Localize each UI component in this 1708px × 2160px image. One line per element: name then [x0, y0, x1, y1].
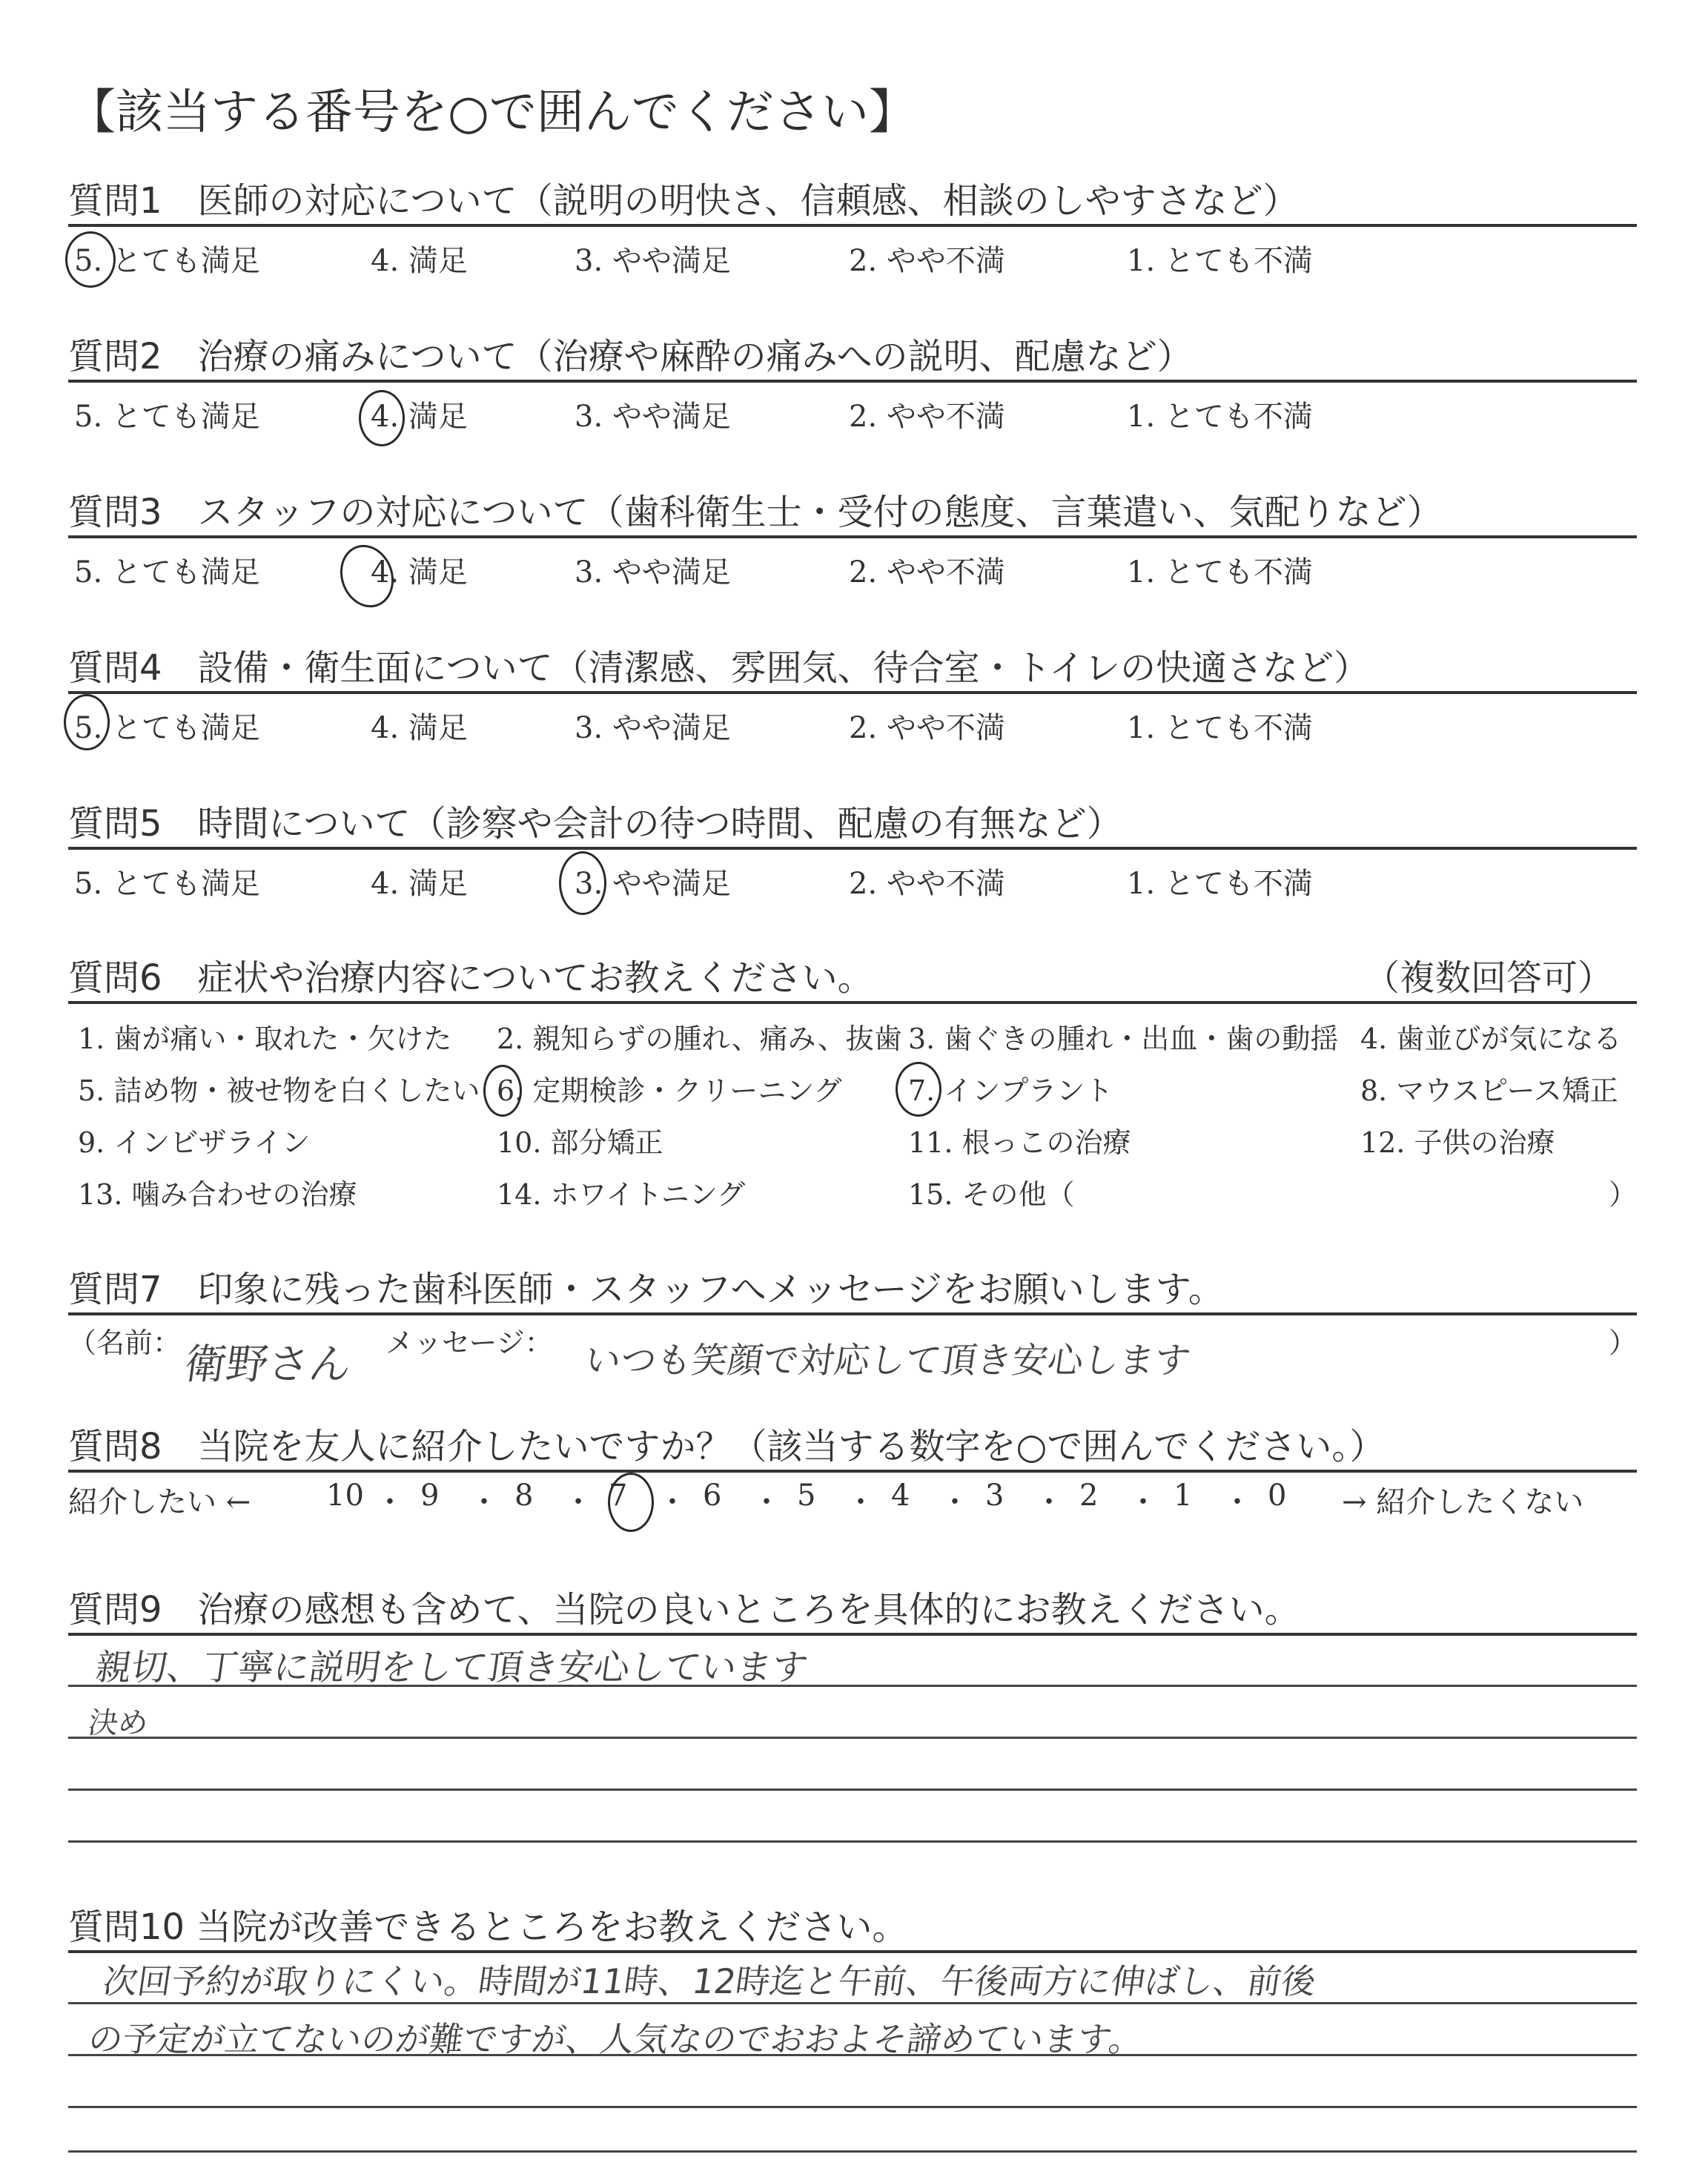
q5-title: 質問5 時間について（診察や会計の待つ時間、配慮の有無など）	[68, 803, 1122, 845]
q6-item-6[interactable]: 6. 定期検診・クリーニング	[497, 1074, 842, 1107]
q8-scale-6[interactable]: 6	[703, 1479, 722, 1513]
q1-selection-circle	[65, 231, 116, 288]
q6-title: 質問6 症状や治療内容についてお教えください。	[68, 957, 873, 999]
q1-option-5[interactable]: 5. とても満足	[74, 244, 260, 278]
q8-scale-separator: ・	[752, 1485, 781, 1519]
q6-selection-circle-6	[483, 1065, 522, 1117]
q6-item-12[interactable]: 12. 子供の治療	[1360, 1126, 1555, 1159]
q5-selection-circle	[559, 851, 606, 915]
q5-option-5[interactable]: 5. とても満足	[74, 867, 260, 901]
q7-handwritten-message[interactable]: いつも笑顔で対応して頂き安心します	[582, 1340, 1194, 1381]
q7-rule	[68, 1312, 1637, 1315]
q7-title: 質問7 印象に残った歯科医師・スタッフへメッセージをお願いします。	[68, 1269, 1224, 1310]
q6-item-4[interactable]: 4. 歯並びが気になる	[1360, 1023, 1622, 1055]
q10-handwritten-line-2[interactable]: の予定が立てないのが難ですが、人気なのでおおよそ諦めています。	[85, 2019, 1146, 2059]
q1-option-2[interactable]: 2. やや不満	[849, 244, 1005, 278]
q8-scale-8[interactable]: 8	[514, 1479, 534, 1513]
q2-option-2[interactable]: 2. やや不満	[849, 400, 1005, 434]
q8-scale-separator: ・	[940, 1485, 970, 1519]
q5-option-3[interactable]: 3. やや満足	[575, 867, 731, 901]
q8-scale-2[interactable]: 2	[1079, 1479, 1099, 1513]
q8-scale-7[interactable]: 7	[609, 1479, 628, 1513]
q8-scale-separator: ・	[846, 1485, 875, 1519]
q8-scale-separator: ・	[563, 1485, 593, 1519]
q5-option-4[interactable]: 4. 満足	[371, 867, 468, 901]
q8-scale-separator: ・	[1222, 1485, 1252, 1519]
q8-scale-separator: ・	[375, 1485, 405, 1519]
q8-scale-4[interactable]: 4	[891, 1479, 910, 1513]
q6-item-13[interactable]: 13. 噛み合わせの治療	[78, 1178, 357, 1211]
q8-selection-circle	[608, 1473, 654, 1532]
q1-option-3[interactable]: 3. やや満足	[575, 244, 731, 278]
q6-item-7[interactable]: 7. インプラント	[908, 1074, 1113, 1107]
q4-rule	[68, 691, 1637, 694]
q4-option-1[interactable]: 1. とても不満	[1127, 711, 1313, 745]
q1-rule	[68, 224, 1637, 227]
form-title: 【該当する番号を○で囲んでください】	[68, 85, 916, 140]
q6-item-14[interactable]: 14. ホワイトニング	[497, 1178, 746, 1211]
q10-line-4	[68, 2150, 1637, 2153]
q6-item-15-close: ）	[1609, 1178, 1638, 1211]
q6-item-11[interactable]: 11. 根っこの治療	[908, 1126, 1131, 1159]
q6-item-3[interactable]: 3. 歯ぐきの腫れ・出血・歯の動揺	[908, 1023, 1339, 1055]
q6-selection-circle-7	[896, 1062, 941, 1117]
q2-option-3[interactable]: 3. やや満足	[575, 400, 731, 434]
q7-handwritten-name[interactable]: 衛野さん	[181, 1341, 354, 1389]
q10-line-3	[68, 2106, 1637, 2108]
q9-line-4	[68, 1840, 1637, 1843]
q6-item-15[interactable]: 15. その他（	[908, 1178, 1075, 1211]
q8-title: 質問8 当院を友人に紹介したいですか？（該当する数字を○で囲んでください。）	[68, 1426, 1386, 1467]
q6-note: （複数回答可）	[1364, 957, 1614, 999]
q5-option-2[interactable]: 2. やや不満	[849, 867, 1005, 901]
q8-scale-separator: ・	[1034, 1485, 1064, 1519]
q5-option-1[interactable]: 1. とても不満	[1127, 867, 1313, 901]
q6-rule	[68, 1001, 1637, 1004]
q5-rule	[68, 847, 1637, 850]
q8-scale-10[interactable]: 10	[326, 1479, 364, 1513]
q6-item-10[interactable]: 10. 部分矯正	[497, 1126, 663, 1159]
q4-title: 質問4 設備・衛生面について（清潔感、雰囲気、待合室・トイレの快適さなど）	[68, 647, 1370, 689]
q2-title: 質問2 治療の痛みについて（治療や麻酔の痛みへの説明、配慮など）	[68, 336, 1193, 377]
q3-title: 質問3 スタッフの対応について（歯科衛生士・受付の態度、言葉遣い、気配りなど）	[68, 492, 1443, 533]
q8-scale-separator: ・	[658, 1485, 687, 1519]
q8-scale-3[interactable]: 3	[985, 1479, 1004, 1513]
q9-line-3	[68, 1789, 1637, 1791]
q6-item-9[interactable]: 9. インビザライン	[78, 1126, 311, 1159]
q9-handwritten-line-2[interactable]: 決め	[86, 1706, 150, 1740]
q3-option-4[interactable]: 4. 満足	[371, 555, 468, 589]
q8-scale-1[interactable]: 1	[1174, 1479, 1193, 1513]
q9-handwritten-line-1[interactable]: 親切、丁寧に説明をして頂き安心しています	[93, 1647, 811, 1688]
q10-title: 質問10 当院が改善できるところをお教えください。	[68, 1906, 908, 1948]
q4-option-5[interactable]: 5. とても満足	[74, 711, 260, 745]
q6-item-5[interactable]: 5. 詰め物・被せ物を白くしたい	[78, 1074, 480, 1107]
q3-option-2[interactable]: 2. やや不満	[849, 555, 1005, 589]
q8-scale-separator: ・	[469, 1485, 499, 1519]
q7-name-label: （名前：	[68, 1327, 182, 1359]
q6-item-8[interactable]: 8. マウスピース矯正	[1360, 1074, 1618, 1107]
q2-option-4[interactable]: 4. 満足	[371, 400, 468, 434]
q8-left-label: 紹介したい ←	[68, 1485, 251, 1519]
q6-item-2[interactable]: 2. 親知らずの腫れ、痛み、抜歯	[497, 1023, 902, 1055]
q8-right-label: → 紹介したくない	[1342, 1485, 1584, 1519]
q8-scale-9[interactable]: 9	[420, 1479, 440, 1513]
q1-option-4[interactable]: 4. 満足	[371, 244, 468, 278]
q3-option-5[interactable]: 5. とても満足	[74, 555, 260, 589]
q8-scale-5[interactable]: 5	[797, 1479, 816, 1513]
q9-rule	[68, 1633, 1637, 1636]
q7-message-label: メッセージ：	[385, 1327, 553, 1359]
q2-selection-circle	[359, 390, 405, 446]
q4-option-3[interactable]: 3. やや満足	[575, 711, 731, 745]
q2-option-5[interactable]: 5. とても満足	[74, 400, 260, 434]
q7-close-paren: ）	[1609, 1327, 1638, 1359]
q10-rule	[68, 1950, 1637, 1953]
q2-option-1[interactable]: 1. とても不満	[1127, 400, 1313, 434]
q10-handwritten-line-1[interactable]: 次回予約が取りにくい。時間が11時、12時迄と午前、午後両方に伸ばし、前後	[100, 1961, 1319, 2001]
q3-option-3[interactable]: 3. やや満足	[575, 555, 731, 589]
q4-selection-circle	[64, 694, 110, 750]
q9-title: 質問9 治療の感想も含めて、当院の良いところを具体的にお教えください。	[68, 1589, 1300, 1631]
q2-rule	[68, 380, 1637, 383]
q8-scale-separator: ・	[1128, 1485, 1158, 1519]
q6-item-1[interactable]: 1. 歯が痛い・取れた・欠けた	[78, 1023, 452, 1055]
q1-option-1[interactable]: 1. とても不満	[1127, 244, 1313, 278]
q9-line-2	[68, 1737, 1637, 1739]
q3-rule	[68, 535, 1637, 538]
q3-option-1[interactable]: 1. とても不満	[1127, 555, 1313, 589]
q1-title: 質問1 医師の対応について（説明の明快さ、信頼感、相談のしやすさなど）	[68, 180, 1299, 222]
q4-option-2[interactable]: 2. やや不満	[849, 711, 1005, 745]
q8-rule	[68, 1470, 1637, 1473]
q8-scale-0[interactable]: 0	[1268, 1479, 1287, 1513]
q4-option-4[interactable]: 4. 満足	[371, 711, 468, 745]
